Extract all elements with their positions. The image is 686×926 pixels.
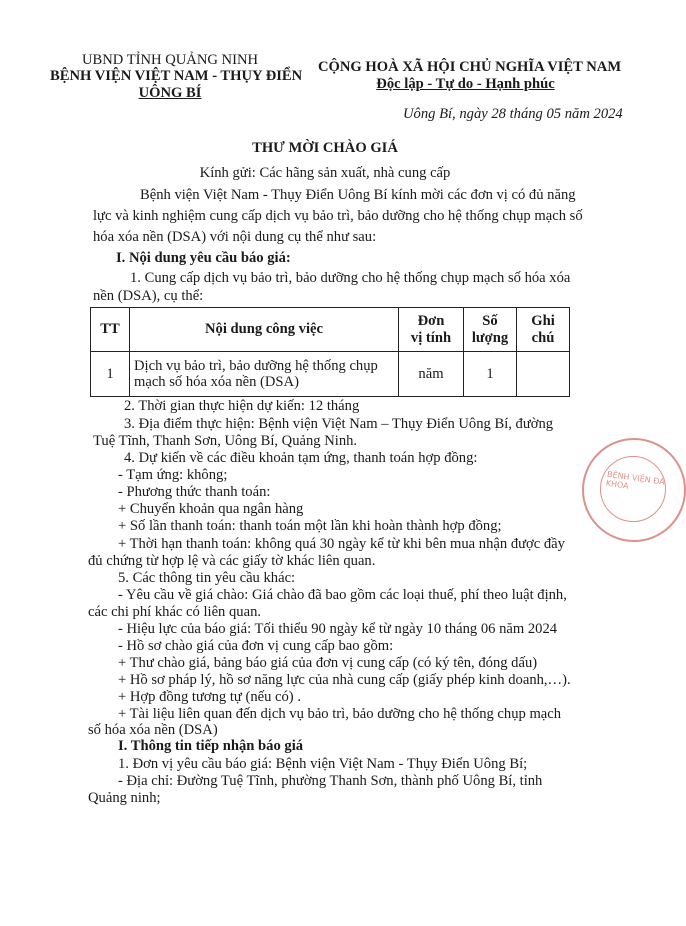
seal-text: BỆNH VIỆN ĐA KHOA <box>605 469 666 491</box>
body-line: 2. Thời gian thực hiện dự kiến: 12 tháng <box>124 398 360 414</box>
quote-items-table <box>90 307 570 397</box>
org-name-line1: BỆNH VIỆN VIỆT NAM - THỤY ĐIỂN <box>50 68 303 84</box>
body-line: + Hợp đồng tương tự (nếu có) . <box>118 689 301 705</box>
col-header-content: Nội dung công việc <box>130 308 399 352</box>
cell-unit: năm <box>399 352 464 397</box>
section-line: 1. Đơn vị yêu cầu báo giá: Bệnh viện Việt Nam - Thụy Điển Uông Bí; <box>118 756 528 772</box>
cell-tt: 1 <box>91 352 130 397</box>
col-header-note: Ghi chú <box>517 308 570 352</box>
body-line: 4. Dự kiến về các điều khoản tạm ứng, thanh toán hợp đồng: <box>124 450 478 466</box>
col-header-qty: Số lượng <box>464 308 517 352</box>
body-line: + Thư chào giá, bảng báo giá của đơn vị cung cấp (có ký tên, đóng dấu) <box>118 655 538 671</box>
body-line: đủ chứng từ hợp lệ và các giấy tờ khác liên quan. <box>88 553 376 569</box>
body-line: - Tạm ứng: không; <box>118 467 228 483</box>
body-line: Tuệ Tĩnh, Thanh Sơn, Uông Bí, Quảng Ninh. <box>93 433 358 449</box>
section-heading: I. Thông tin tiếp nhận báo giá <box>118 738 304 754</box>
section-heading: I. Nội dung yêu cầu báo giá: <box>116 250 291 266</box>
date-line: Uông Bí, ngày 28 tháng 05 năm 2024 <box>403 106 623 122</box>
document-title: THƯ MỜI CHÀO GIÁ <box>252 140 398 156</box>
national-motto: Độc lập - Tự do - Hạnh phúc <box>376 76 555 92</box>
intro-line: Bệnh viện Việt Nam - Thụy Điển Uông Bí kính mời các đơn vị có đủ năng <box>140 187 576 203</box>
org-parent: UBND TỈNH QUẢNG NINH <box>81 52 259 68</box>
country-name: CỘNG HOÀ XÃ HỘI CHỦ NGHĨA VIỆT NAM <box>318 59 622 75</box>
body-line: 3. Địa điểm thực hiện: Bệnh viện Việt Nam – Thụy Điển Uông Bí, đường <box>124 416 554 432</box>
body-line: + Thời hạn thanh toán: không quá 30 ngày kể từ khi bên mua nhận được đầy <box>118 536 565 552</box>
body-line: - Hiệu lực của báo giá: Tối thiểu 90 ngày kể từ ngày 10 tháng 06 năm 2024 <box>118 621 558 637</box>
body-line: + Hồ sơ pháp lý, hồ sơ năng lực của nhà cung cấp (giấy phép kinh doanh,…). <box>118 672 571 688</box>
body-line: + Tài liệu liên quan đến dịch vụ bảo trì, bảo dưỡng cho hệ thống chụp mạch <box>118 706 562 722</box>
body-line: - Yêu cầu về giá chào: Giá chào đã bao gồm các loại thuế, phí theo luật định, <box>118 587 567 603</box>
recipient-line: Kính gửi: Các hãng sản xuất, nhà cung cấp <box>199 165 451 181</box>
body-line: các chi phí khác có liên quan. <box>88 604 262 620</box>
col-header-tt: TT <box>91 308 130 352</box>
body-line: - Phương thức thanh toán: <box>118 484 271 500</box>
table-header-row <box>91 308 570 352</box>
body-line: 5. Các thông tin yêu cầu khác: <box>118 570 296 586</box>
cell-content: Dịch vụ bảo trì, bảo dưỡng hệ thống chụp mạch số hóa xóa nền (DSA) <box>130 352 399 397</box>
section-line: nền (DSA), cụ thể: <box>93 288 204 304</box>
section-line: 1. Cung cấp dịch vụ bảo trì, bảo dưỡng cho hệ thống chụp mạch số hóa xóa <box>130 270 571 286</box>
intro-line: lực và kinh nghiệm cung cấp dịch vụ bảo trì, bảo dưỡng cho hệ thống chụp mạch số <box>93 208 583 224</box>
cell-qty: 1 <box>464 352 517 397</box>
body-line: + Chuyển khoản qua ngân hàng <box>118 501 304 517</box>
intro-line: hóa xóa nền (DSA) với nội dung cụ thể như sau: <box>93 229 377 245</box>
table-row <box>91 352 570 397</box>
body-line: - Hồ sơ chào giá của đơn vị cung cấp bao gồm: <box>118 638 394 654</box>
org-name-line2: UÔNG BÍ <box>138 85 202 101</box>
cell-note <box>517 352 570 397</box>
section-line: Quảng ninh; <box>88 790 161 806</box>
section-line: - Địa chỉ: Đường Tuệ Tĩnh, phường Thanh Sơn, thành phố Uông Bí, tỉnh <box>118 773 543 789</box>
official-seal <box>582 438 686 542</box>
body-line: + Số lần thanh toán: thanh toán một lần khi hoàn thành hợp đồng; <box>118 518 502 534</box>
col-header-unit: Đơn vị tính <box>399 308 464 352</box>
body-line: số hóa xóa nền (DSA) <box>88 722 218 738</box>
